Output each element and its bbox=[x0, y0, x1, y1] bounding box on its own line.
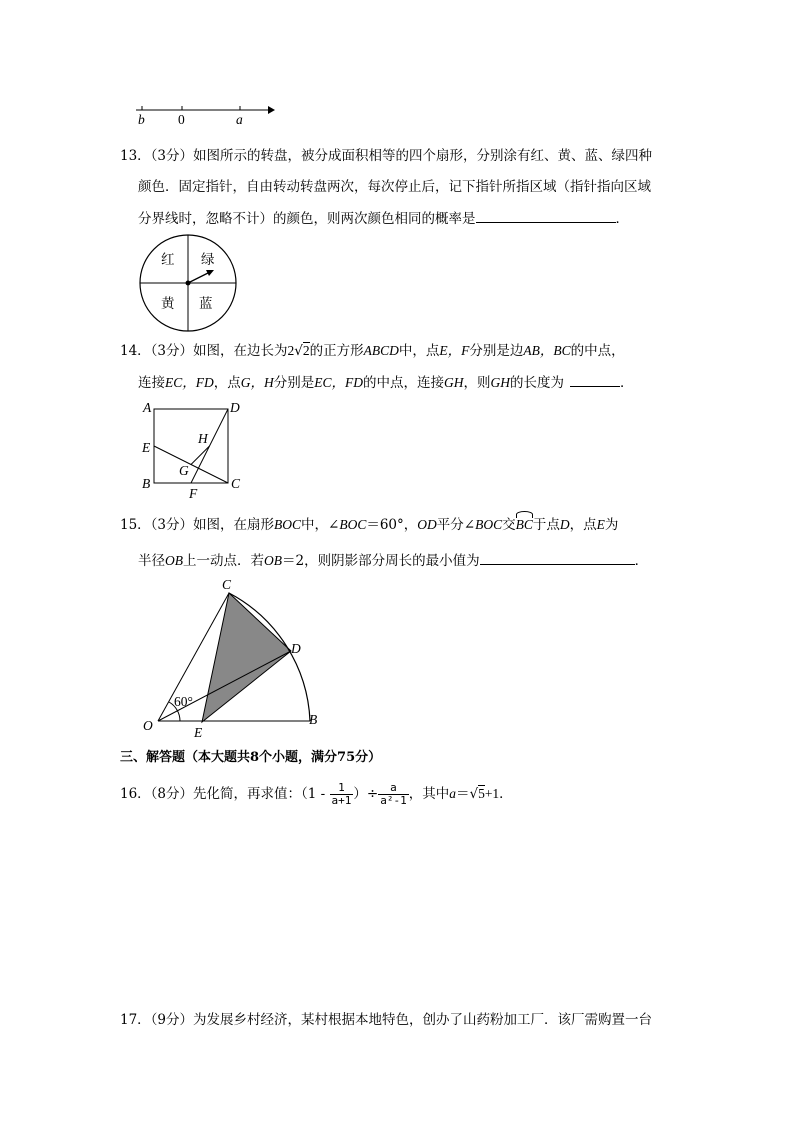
q15-text-7: ，点 bbox=[569, 517, 597, 533]
spinner-red-label: 红 bbox=[161, 252, 175, 268]
sector-label-B: B bbox=[309, 712, 318, 727]
q14-line1 bbox=[120, 341, 625, 361]
q14-l2-f: 的长度为 bbox=[510, 375, 564, 391]
q16-sqrt-symbol: √ bbox=[469, 786, 479, 802]
q16-f2-denominator: a²-1 bbox=[380, 794, 407, 807]
q13-line3-text: 分界线时，忽略不计）的颜色，则两次颜色相同的概率是 bbox=[138, 211, 476, 227]
q14-l2-d: 的中点，连接 bbox=[363, 375, 444, 391]
q14-text-1: 14．（3分）如图，在边长为 bbox=[120, 343, 288, 359]
q13-answer-blank[interactable] bbox=[476, 208, 616, 223]
q14-l2-gh-2: GH bbox=[490, 375, 510, 390]
q14-answer-blank[interactable] bbox=[570, 372, 620, 387]
q15-l2-a: 半径 bbox=[138, 553, 165, 569]
q15-e: E bbox=[596, 517, 605, 532]
sq-label-C: C bbox=[231, 476, 241, 491]
number-line-figure bbox=[132, 100, 277, 130]
q14-l2-points: G，H bbox=[240, 375, 274, 390]
sq-label-F: F bbox=[189, 486, 198, 501]
q16-f2-numerator: a bbox=[378, 782, 409, 795]
q14-sides: AB，BC bbox=[523, 343, 571, 358]
sector-label-C: C bbox=[222, 577, 232, 592]
sq-label-E: E bbox=[142, 440, 151, 455]
q14-l2-gh: GH bbox=[444, 375, 464, 390]
q15-answer-blank[interactable] bbox=[480, 550, 635, 565]
q16-line bbox=[120, 776, 513, 812]
q15-sector: BOC bbox=[274, 517, 302, 532]
q14-points-ef: E，F bbox=[439, 343, 470, 358]
q16-fraction-1 bbox=[330, 782, 354, 807]
q14-coef: 2 bbox=[287, 343, 295, 358]
q16-text-3: ，其中 bbox=[408, 786, 450, 802]
numberline-label-a: a bbox=[236, 112, 243, 127]
q14-l2-segments: EC，FD bbox=[165, 375, 214, 390]
q16-f1-numerator: 1 bbox=[330, 782, 354, 795]
q16-var-a: a bbox=[449, 786, 456, 801]
q15-text-2: 中，∠ bbox=[301, 517, 340, 533]
section-3-heading: 三、解答题（本大题共8个小题，满分75分） bbox=[120, 750, 382, 765]
q14-l2-segments-2: EC，FD bbox=[314, 375, 363, 390]
square-figure bbox=[150, 405, 232, 487]
q15-text-8: 为 bbox=[604, 517, 619, 533]
q14-end: ． bbox=[620, 375, 634, 391]
q16-text-2: ）÷ bbox=[353, 786, 379, 802]
spinner-blue-label: 蓝 bbox=[199, 296, 213, 312]
q13-end: ． bbox=[615, 211, 629, 227]
q16-text-5: +1． bbox=[484, 786, 513, 801]
q15-l2-b: 上一动点．若 bbox=[183, 553, 264, 569]
q14-l2-b: ，点 bbox=[213, 375, 241, 391]
q16-text-1: 16．（8分）先化简，再求值：（1 - bbox=[120, 786, 326, 802]
spinner-figure bbox=[138, 233, 238, 333]
q17-line1: 17．（9分）为发展乡村经济，某村根据本地特色，创办了山药粉加工厂．该厂需购置一台 bbox=[120, 1012, 653, 1028]
q15-arc-label: BC bbox=[515, 517, 533, 532]
q14-l2-a: 连接 bbox=[138, 375, 165, 391]
q14-text-5: 的中点， bbox=[570, 343, 625, 359]
q15-end: ． bbox=[634, 553, 649, 569]
q14-square-name: ABCD bbox=[363, 343, 399, 358]
q16-radicand: 5 bbox=[478, 786, 485, 801]
q15-angle-name-2: BOC bbox=[475, 517, 503, 532]
spinner-yellow-label: 黄 bbox=[161, 296, 175, 312]
sq-label-H: H bbox=[198, 431, 208, 446]
q15-od: OD bbox=[417, 517, 437, 532]
sector-label-E: E bbox=[194, 725, 203, 740]
q15-line1 bbox=[120, 515, 618, 535]
q15-arc bbox=[516, 515, 533, 535]
sq-label-D: D bbox=[230, 400, 240, 415]
q15-d: D bbox=[559, 517, 570, 532]
q15-line2 bbox=[138, 550, 648, 571]
q15-text-6: 于点 bbox=[532, 517, 560, 533]
q13-line2: 颜色．固定指针，自由转动转盘两次，每次停止后，记下指针所指区域（指针指向区域 bbox=[138, 179, 651, 195]
q16-fraction-2 bbox=[378, 782, 409, 807]
q15-text-4: 平分∠ bbox=[436, 517, 476, 533]
q15-l2-ob: OB bbox=[165, 553, 183, 568]
sector-label-O: O bbox=[143, 718, 153, 733]
q15-l2-ob2: OB bbox=[264, 553, 282, 568]
q14-l2-e: ，则 bbox=[463, 375, 491, 391]
sq-label-G: G bbox=[179, 463, 189, 478]
q13-line1: 13．（3分）如图所示的转盘，被分成面积相等的四个扇形，分别涂有红、黄、蓝、绿四种 bbox=[120, 148, 653, 164]
q15-l2-c: ＝2，则阴影部分周长的最小值为 bbox=[282, 553, 480, 569]
q15-angle-name: BOC bbox=[339, 517, 367, 532]
sector-label-D: D bbox=[291, 641, 301, 656]
sq-label-B: B bbox=[142, 476, 151, 491]
sqrt-symbol: √ bbox=[294, 343, 303, 359]
q14-text-2: 的正方形 bbox=[309, 343, 364, 359]
numberline-label-zero: 0 bbox=[178, 112, 185, 127]
q14-text-4: 分别是边 bbox=[469, 343, 524, 359]
sq-label-A: A bbox=[143, 400, 152, 415]
q14-line2 bbox=[138, 372, 634, 393]
q14-text-3: 中，点 bbox=[398, 343, 440, 359]
sector-angle-label: 60° bbox=[174, 694, 193, 709]
q13-line3 bbox=[138, 208, 629, 229]
q14-l2-c: 分别是 bbox=[273, 375, 315, 391]
q15-text-3: ＝60°， bbox=[366, 517, 418, 533]
q15-text-5: 交 bbox=[502, 517, 516, 533]
spinner-green-label: 绿 bbox=[201, 252, 215, 268]
q16-text-4: ＝ bbox=[455, 786, 470, 802]
numberline-label-b: b bbox=[138, 112, 145, 127]
q14-radicand: 2 bbox=[302, 343, 310, 358]
q15-text-1: 15．（3分）如图，在扇形 bbox=[120, 517, 275, 533]
q16-f1-denominator: a+1 bbox=[331, 794, 352, 807]
